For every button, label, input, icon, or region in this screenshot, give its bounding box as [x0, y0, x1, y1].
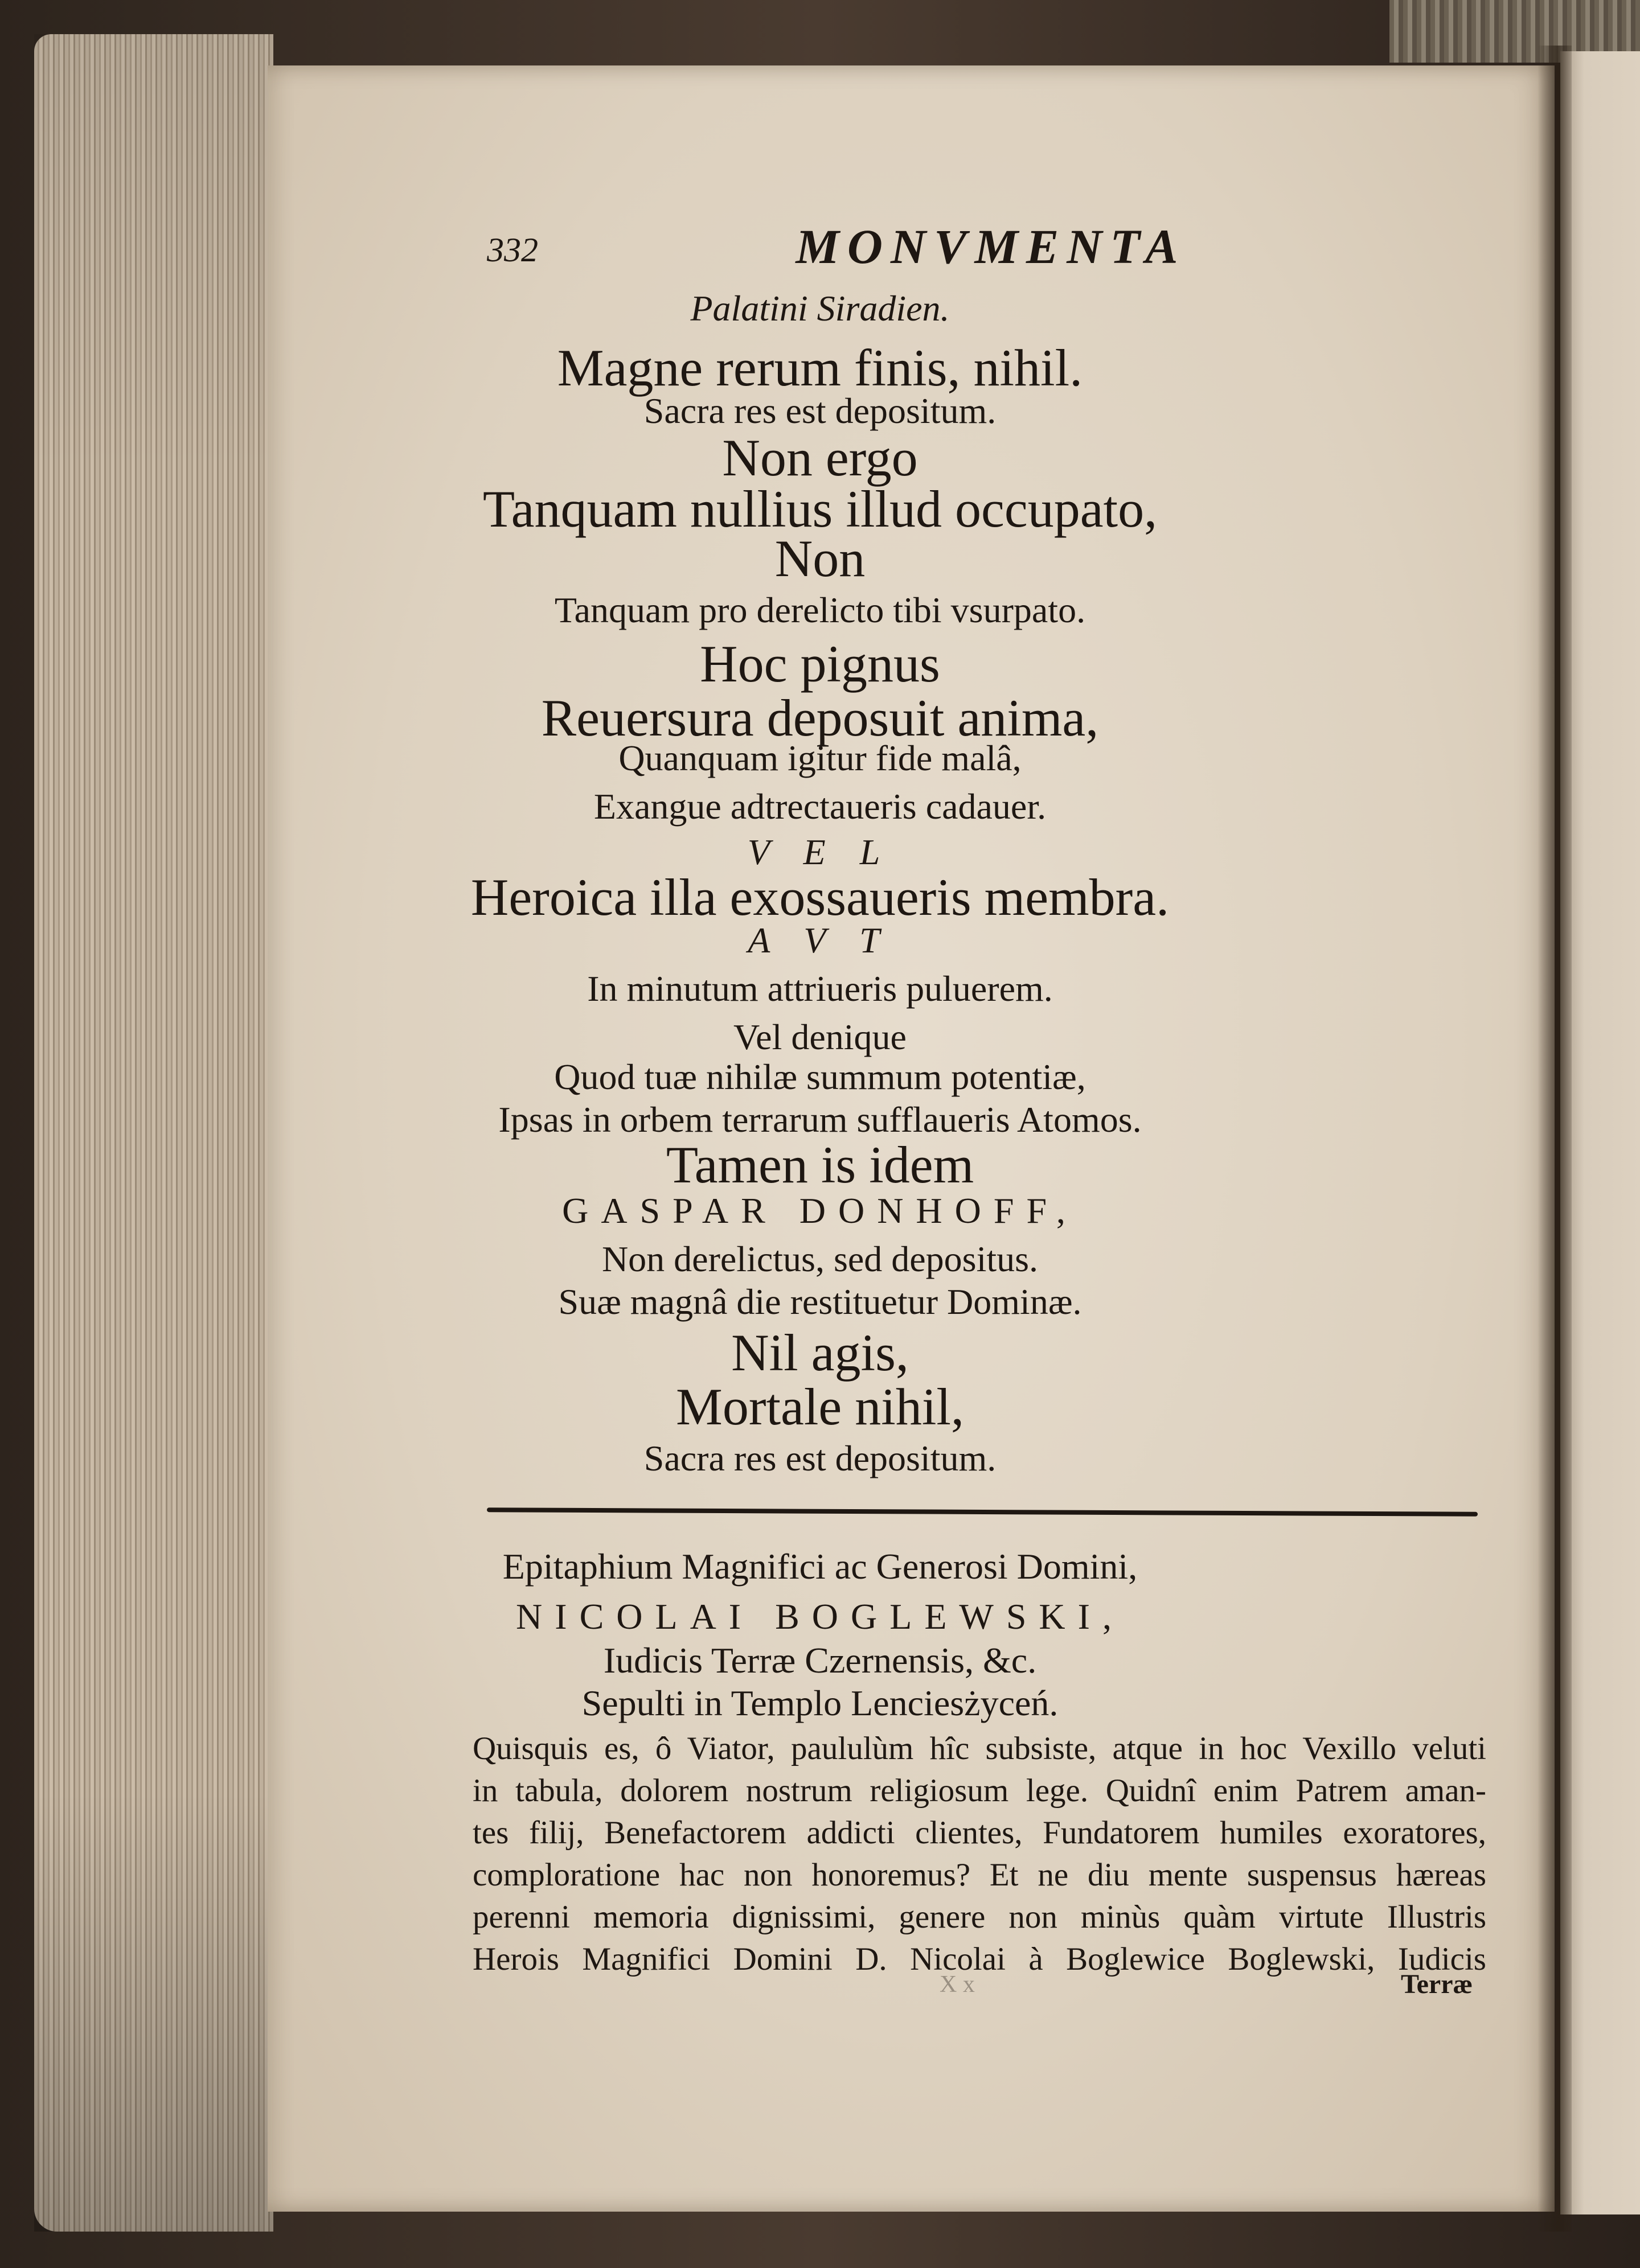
epitaph-line: In minutum attriueris puluerem.	[587, 968, 1053, 1009]
epitaph-line: Quod tuæ nihilæ summum potentiæ,	[554, 1057, 1086, 1097]
epitaph-line: A V T	[748, 920, 892, 960]
epitaph-line: Quanquam igitur fide malâ,	[618, 738, 1022, 778]
body-line: tes filij, Benefactorem addicti clientes, Fundatorem humiles exoratores,	[473, 1815, 1486, 1851]
signature-mark: X x	[940, 1971, 975, 1998]
epitaph-title-line: Iudicis Terræ Czernensis, &c.	[603, 1640, 1037, 1681]
epitaph-line: Exangue adtrectaueris cadauer.	[593, 786, 1047, 827]
epitaph-line: Reuersura deposuit anima,	[541, 689, 1099, 747]
epitaph-line: Non derelictus, sed depositus.	[601, 1239, 1039, 1279]
epitaph-line: V E L	[747, 832, 893, 872]
running-head: MONVMENTA	[796, 219, 1186, 274]
epitaph-line: Vel denique	[733, 1017, 907, 1057]
epitaph-line: Sacra res est depositum.	[643, 1438, 997, 1478]
epitaph-line: Heroica illa exossaueris membra.	[470, 868, 1170, 926]
epitaph-line: Non	[774, 529, 866, 587]
epitaph-title-line: Sepulti in Templo Lenciesżyceń.	[581, 1683, 1059, 1723]
epitaph-line: Nil agis,	[731, 1324, 909, 1382]
epitaph-line: Ipsas in orbem terrarum sufflaueris Atomos.	[498, 1099, 1142, 1140]
body-line: Herois Magnifici Domini D. Nicolai à Boglewice Boglewski, Iudicis	[473, 1941, 1486, 1977]
epitaph-title-line: NICOLAI BOGLEWSKI,	[516, 1596, 1124, 1637]
epitaph-line: Suæ magnâ die restituetur Dominæ.	[558, 1281, 1082, 1322]
epitaph-body-paragraph	[473, 1728, 1486, 1981]
catchword: Terræ	[1401, 1969, 1473, 1999]
epitaph-line: Hoc pignus	[700, 635, 940, 693]
epitaph-line: Tanquam pro derelicto tibi vsurpato.	[554, 590, 1086, 630]
epitaph-line: Tamen is idem	[666, 1136, 974, 1194]
epitaph-line: Non ergo	[722, 429, 918, 487]
epitaph-line: GASPAR DONHOFF,	[562, 1190, 1078, 1231]
body-line: in tabula, dolorem nostrum religiosum lege. Quidnî enim Patrem aman-	[473, 1773, 1486, 1809]
body-line: comploratione hac non honoremus? Et ne diu mente suspensus hæreas	[473, 1857, 1486, 1893]
epitaph-title-line: Epitaphium Magnifici ac Generosi Domini,	[502, 1546, 1138, 1587]
body-line: perenni memoria dignissimi, genere non minùs quàm virtute Illustris	[473, 1899, 1486, 1935]
body-line: Quisquis es, ô Viator, paululùm hîc subsiste, atque in hoc Vexillo veluti	[473, 1731, 1486, 1766]
epitaph-line: Mortale nihil,	[676, 1378, 964, 1436]
subhead: Palatini Siradien.	[690, 288, 950, 328]
epitaph-line: Tanquam nullius illud occupato,	[482, 480, 1158, 538]
page-number: 332	[487, 231, 538, 269]
epitaph-line: Magne rerum finis, nihil.	[557, 339, 1083, 397]
epitaph-line: Sacra res est depositum.	[643, 391, 997, 431]
